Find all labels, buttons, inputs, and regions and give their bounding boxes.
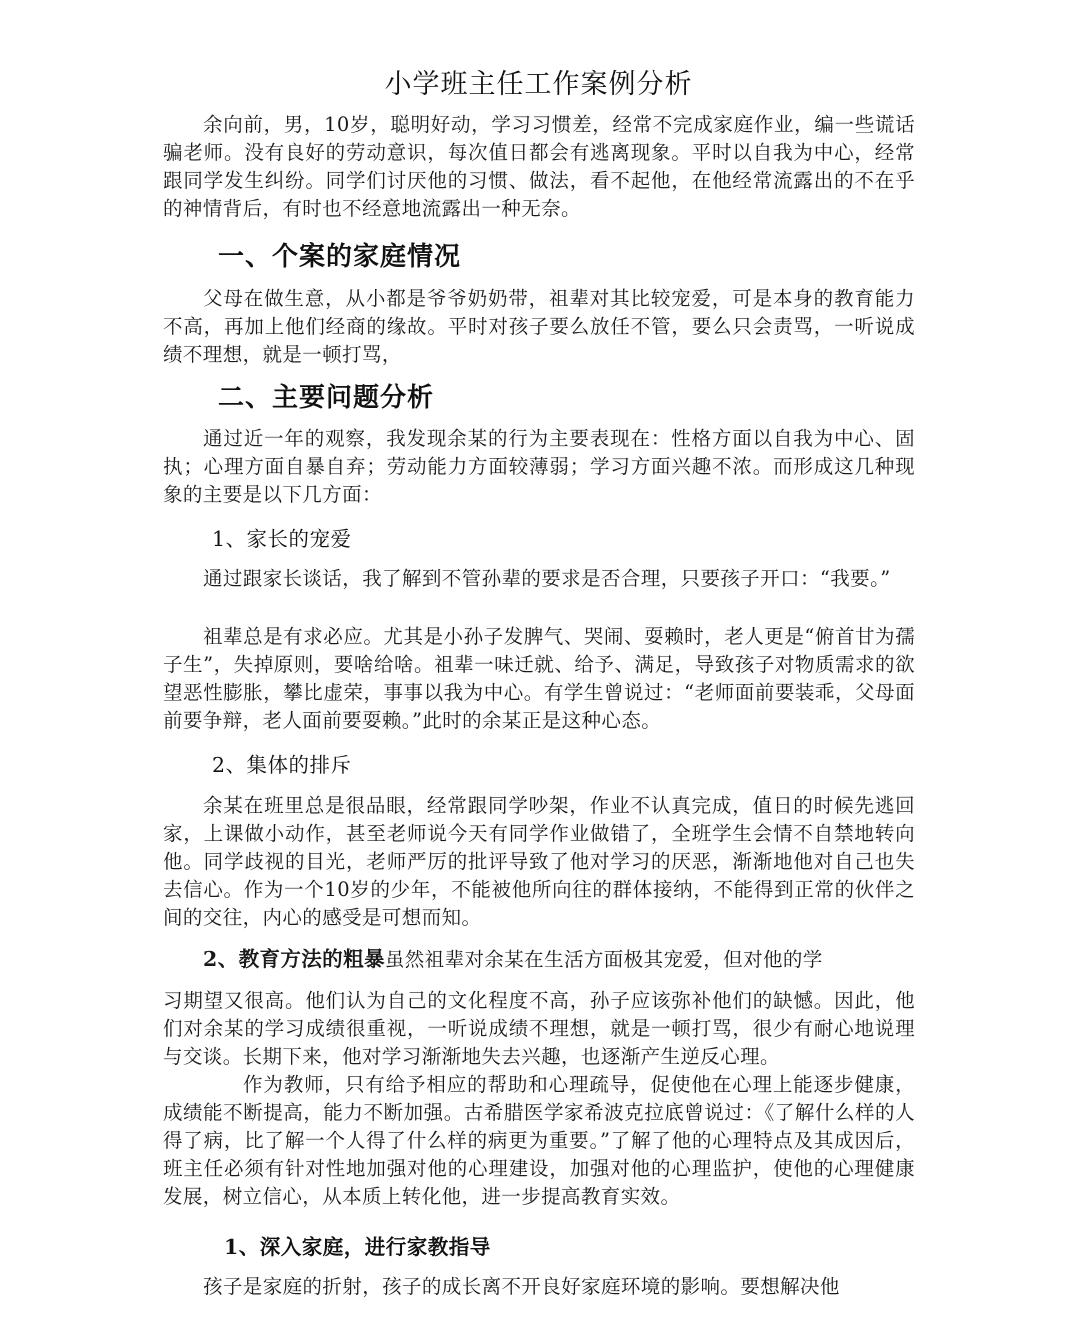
teacher-role-paragraph: 作为教师，只有给予相应的帮助和心理疏导，促使他在心理上能逐步健康，成绩能不断提高，能力不断加强。古希腊医学家希波克拉底曾说过：《了解什么样的人得了病，比了解一个人得了什么样的病更为重要。”了解了他的心理特点及其成因后，班主任必须有针对性地加强对他的心理建设，加强对他的心理监护，使他的心理健康发展，树立信心，从本质上转化他，进一步提高教育实效。 <box>163 1073 915 1208</box>
rough-methods-lead-text: 虽然祖辈对余某在生活方面极其宠爱，但对他的学 <box>384 948 823 971</box>
document-title: 小学班主任工作案例分析 <box>384 69 693 100</box>
intro-paragraph: 余向前，男，10岁，聪明好动，学习习惯差，经常不完成家庭作业，编一些谎话骗老师。没有良好的劳动意识，每次值日都会有逃离现象。平时以自我为中心，经常跟同学发生纠纷。同学们讨厌他的习惯、做法，看不起他，在他经常流露出的不在乎的神情背后，有时也不经意地流露出一种无奈。 <box>163 113 915 220</box>
home-guidance-paragraph: 孩子是家庭的折射，孩子的成长离不开良好家庭环境的影响。要想解决他 <box>203 1275 840 1298</box>
parent-talk-paragraph: 通过跟家长谈话，我了解到不管孙辈的要求是否合理，只要孩子开口：“我要。” <box>203 567 891 590</box>
subheading-rough-methods: 2、教育方法的粗暴 <box>203 947 385 971</box>
exclusion-paragraph: 余某在班里总是很品眼，经常跟同学吵架，作业不认真完成，值日的时候先逃回家，上课做小动作，甚至老师说今天有同学作业做错了，全班学生会情不自禁地转向他。同学歧视的目光，老师严厉的批评导致了他对学习的厌恶，渐渐地他对自己也失去信心。作为一个10岁的少年，不能被他所向往的群体接纳，不能得到正常的伙伴之间的交往，内心的感受是可想而知。 <box>163 794 915 929</box>
rough-methods-paragraph: 习期望又很高。他们认为自己的文化程度不高，孙子应该弥补他们的缺憾。因此，他们对余某的学习成绩很重视，一听说成绩不理想，就是一顿打骂，很少有耐心地说理与交谈。长期下来，他对学习渐渐地失去兴趣，也逐渐产生逆反心理。 <box>163 989 915 1068</box>
problems-paragraph: 通过近一年的观察，我发现余某的行为主要表现在：性格方面以自我为中心、固执；心理方面自暴自弃；劳动能力方面较薄弱；学习方面兴趣不浓。而形成这几种现象的主要是以下几方面： <box>163 427 915 506</box>
family-paragraph: 父母在做生意，从小都是爷爷奶奶带，祖辈对其比较宠爱，可是本身的教育能力不高，再加上他们经商的缘故。平时对孩子要么放任不管，要么只会责骂，一听说成绩不理想，就是一顿打骂， <box>163 287 915 366</box>
subheading-group-exclusion: 2、集体的排斥 <box>212 753 352 777</box>
section-heading-problems: 二、主要问题分析 <box>218 383 435 413</box>
grandparents-paragraph: 祖辈总是有求必应。尤其是小孙子发脾气、哭闹、耍赖时，老人更是“俯首甘为孺子生”，失掉原则，要啥给啥。祖辈一味迁就、给予、满足，导致孩子对物质需求的欲望恶性膨胀，攀比虚荣，事事以我为中心。有学生曾说过：“老师面前要装乖，父母面前要争辩，老人面前要耍赖。”此时的余某正是这种心态。 <box>163 625 915 732</box>
section-heading-family: 一、个案的家庭情况 <box>218 242 462 272</box>
subheading-home-guidance: 1、深入家庭，进行家教指导 <box>224 1235 491 1259</box>
subheading-parent-spoiling: 1、家长的宠爱 <box>212 527 352 551</box>
rough-methods-lead-paragraph <box>163 945 915 974</box>
